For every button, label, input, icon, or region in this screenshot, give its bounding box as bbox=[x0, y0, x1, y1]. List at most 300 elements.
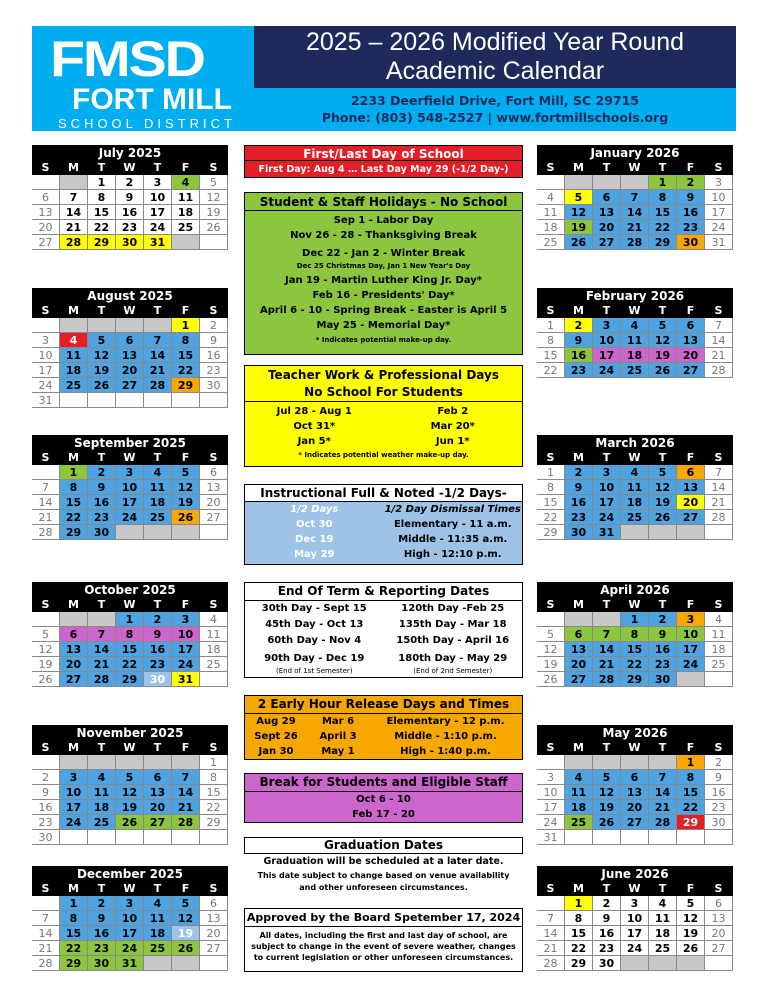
calendar-day: 6 bbox=[677, 465, 705, 480]
calendar-day: 19 bbox=[677, 926, 705, 941]
empty-day bbox=[144, 393, 172, 408]
empty-day bbox=[32, 318, 60, 333]
day-header: T bbox=[88, 451, 116, 465]
calendar-day: 10 bbox=[32, 348, 60, 363]
calendar-day: 8 bbox=[677, 770, 705, 785]
calendar-day: 16 bbox=[649, 642, 677, 657]
calendar-day: 3 bbox=[116, 465, 144, 480]
calendar-day: 16 bbox=[200, 348, 228, 363]
calendar-day: 20 bbox=[200, 926, 228, 941]
calendar-day: 3 bbox=[593, 465, 621, 480]
calendar-day: 23 bbox=[116, 220, 144, 235]
day-header: T bbox=[144, 304, 172, 318]
calendar-day: 5 bbox=[677, 896, 705, 911]
teacher-row bbox=[245, 404, 522, 419]
calendar-day: 16 bbox=[32, 800, 60, 815]
logo-subtitle: SCHOOL DISTRICT bbox=[58, 116, 236, 131]
calendar-day: 20 bbox=[116, 363, 144, 378]
empty-day bbox=[705, 830, 733, 845]
month-title: February 2026 bbox=[537, 288, 733, 304]
calendar-day: 17 bbox=[116, 926, 144, 941]
calendar-day: 8 bbox=[88, 190, 116, 205]
empty-day bbox=[565, 612, 593, 627]
calendar-day: 2 bbox=[705, 755, 733, 770]
break-title: Break for Students and Eligible Staff bbox=[245, 774, 522, 792]
calendar-day: 27 bbox=[677, 363, 705, 378]
empty-day bbox=[200, 235, 228, 250]
month-october-2025 bbox=[32, 582, 228, 687]
calendar-day: 18 bbox=[144, 926, 172, 941]
month-title: June 2026 bbox=[537, 866, 733, 882]
day-header: T bbox=[649, 741, 677, 755]
half-day-date: Oct 30 bbox=[295, 519, 333, 530]
calendar-day: 24 bbox=[172, 657, 200, 672]
month-grid bbox=[32, 741, 228, 845]
empty-day bbox=[649, 830, 677, 845]
day-header: F bbox=[677, 304, 705, 318]
calendar-day: 22 bbox=[537, 363, 565, 378]
calendar-day: 9 bbox=[32, 785, 60, 800]
calendar-day: 6 bbox=[32, 190, 60, 205]
empty-day bbox=[593, 830, 621, 845]
calendar-day: 20 bbox=[705, 926, 733, 941]
calendar-day: 1 bbox=[565, 896, 593, 911]
calendar-day: 12 bbox=[565, 205, 593, 220]
term-date: 120th Day -Feb 25 bbox=[401, 603, 505, 614]
calendar-day: 28 bbox=[705, 510, 733, 525]
empty-day bbox=[649, 956, 677, 971]
calendar-day: 28 bbox=[60, 235, 88, 250]
graduation-line: This date subject to change based on venue availability bbox=[257, 871, 510, 880]
empty-day bbox=[172, 525, 200, 540]
day-header: S bbox=[537, 304, 565, 318]
graduation-line: Graduation will be scheduled at a later date. bbox=[263, 856, 504, 867]
calendar-day: 17 bbox=[144, 205, 172, 220]
dismissal-time: Elementary - 11 a.m. bbox=[393, 519, 512, 530]
month-august-2025 bbox=[32, 288, 228, 408]
day-header: T bbox=[593, 451, 621, 465]
early-release-section bbox=[244, 695, 523, 760]
empty-day bbox=[705, 525, 733, 540]
calendar-day: 3 bbox=[677, 612, 705, 627]
day-header: T bbox=[649, 882, 677, 896]
calendar-day: 28 bbox=[32, 956, 60, 971]
calendar-day: 8 bbox=[649, 190, 677, 205]
calendar-day: 15 bbox=[565, 926, 593, 941]
teacher-date: Jul 28 - Aug 1 bbox=[276, 406, 352, 417]
calendar-day: 23 bbox=[649, 657, 677, 672]
calendar-day: 13 bbox=[200, 480, 228, 495]
day-header: T bbox=[144, 451, 172, 465]
calendar-day: 10 bbox=[537, 785, 565, 800]
day-header: S bbox=[705, 882, 733, 896]
calendar-day: 9 bbox=[565, 333, 593, 348]
calendar-day: 8 bbox=[537, 333, 565, 348]
approval-title: Approved by the Board Spetember 17, 2024 bbox=[245, 909, 522, 927]
calendar-day: 19 bbox=[537, 657, 565, 672]
teacher-date: Oct 31* bbox=[293, 421, 336, 432]
calendar-day: 30 bbox=[649, 672, 677, 687]
day-header: W bbox=[116, 451, 144, 465]
calendar-day: 5 bbox=[565, 190, 593, 205]
empty-day bbox=[200, 672, 228, 687]
empty-day bbox=[621, 830, 649, 845]
calendar-day: 4 bbox=[200, 612, 228, 627]
day-header: T bbox=[593, 161, 621, 175]
calendar-day: 7 bbox=[32, 480, 60, 495]
calendar-day: 25 bbox=[705, 657, 733, 672]
calendar-day: 21 bbox=[705, 495, 733, 510]
dismissal-time: High - 12:10 p.m. bbox=[403, 549, 502, 560]
calendar-day: 16 bbox=[144, 642, 172, 657]
calendar-day: 25 bbox=[537, 235, 565, 250]
calendar-day: 30 bbox=[565, 525, 593, 540]
calendar-day: 19 bbox=[593, 800, 621, 815]
approval-text: All dates, including the first and last day of school, are subject to change in the event of severe weather, changes to current legislation or other unforeseen circumstances. bbox=[251, 931, 516, 962]
term-date: 90th Day - Dec 19 bbox=[264, 653, 365, 664]
calendar-day: 10 bbox=[621, 911, 649, 926]
calendar-day: 19 bbox=[32, 657, 60, 672]
calendar-day: 24 bbox=[621, 941, 649, 956]
calendar-day: 14 bbox=[621, 205, 649, 220]
calendar-day: 18 bbox=[537, 220, 565, 235]
calendar-day: 26 bbox=[593, 815, 621, 830]
calendar-day: 11 bbox=[144, 480, 172, 495]
calendar-day: 26 bbox=[649, 510, 677, 525]
calendar-day: 25 bbox=[144, 941, 172, 956]
calendar-day: 20 bbox=[144, 800, 172, 815]
calendar-day: 2 bbox=[565, 465, 593, 480]
calendar-day: 9 bbox=[593, 911, 621, 926]
day-header: F bbox=[172, 451, 200, 465]
empty-day bbox=[172, 830, 200, 845]
empty-day bbox=[116, 830, 144, 845]
break-section bbox=[244, 773, 523, 823]
calendar-day: 26 bbox=[32, 672, 60, 687]
day-header: T bbox=[593, 882, 621, 896]
calendar-day: 24 bbox=[60, 815, 88, 830]
day-header: W bbox=[116, 741, 144, 755]
month-title: April 2026 bbox=[537, 582, 733, 598]
calendar-day: 14 bbox=[172, 785, 200, 800]
early-date: May 1 bbox=[321, 746, 355, 757]
calendar-day: 9 bbox=[200, 333, 228, 348]
calendar-day: 13 bbox=[621, 785, 649, 800]
calendar-day: 21 bbox=[537, 941, 565, 956]
calendar-day: 22 bbox=[172, 363, 200, 378]
calendar-day: 4 bbox=[621, 318, 649, 333]
day-header: S bbox=[32, 304, 60, 318]
calendar-day: 29 bbox=[60, 956, 88, 971]
calendar-day: 29 bbox=[172, 378, 200, 393]
empty-day bbox=[32, 896, 60, 911]
calendar-day: 21 bbox=[649, 800, 677, 815]
calendar-day: 27 bbox=[565, 672, 593, 687]
empty-day bbox=[32, 612, 60, 627]
calendar-day: 9 bbox=[677, 190, 705, 205]
calendar-day: 29 bbox=[677, 815, 705, 830]
calendar-day: 13 bbox=[565, 642, 593, 657]
calendar-day: 23 bbox=[88, 941, 116, 956]
calendar-day: 30 bbox=[88, 525, 116, 540]
day-header: M bbox=[565, 304, 593, 318]
day-header: S bbox=[32, 882, 60, 896]
month-grid bbox=[32, 882, 228, 971]
calendar-day: 6 bbox=[705, 896, 733, 911]
early-time: Middle - 1:10 p.m. bbox=[394, 731, 497, 742]
calendar-day: 21 bbox=[172, 800, 200, 815]
calendar-day: 1 bbox=[677, 755, 705, 770]
calendar-day: 8 bbox=[565, 911, 593, 926]
day-header: M bbox=[60, 451, 88, 465]
holiday-item: April 6 - 10 - Spring Break - Easter is April 5 bbox=[259, 305, 508, 316]
calendar-day: 2 bbox=[88, 465, 116, 480]
day-header: S bbox=[705, 304, 733, 318]
teacher-note: * Indicates potential weather make-up day. bbox=[298, 451, 469, 459]
graduation-section bbox=[244, 837, 523, 895]
calendar-day: 4 bbox=[565, 770, 593, 785]
day-header: S bbox=[200, 451, 228, 465]
early-date: Sept 26 bbox=[254, 731, 298, 742]
calendar-day: 13 bbox=[32, 205, 60, 220]
early-release-row bbox=[245, 714, 522, 729]
calendar-day: 11 bbox=[60, 348, 88, 363]
day-header: T bbox=[649, 598, 677, 612]
calendar-day: 31 bbox=[32, 393, 60, 408]
month-grid bbox=[537, 882, 733, 971]
calendar-day: 6 bbox=[200, 465, 228, 480]
calendar-day: 4 bbox=[649, 896, 677, 911]
calendar-day: 11 bbox=[649, 911, 677, 926]
day-header: T bbox=[593, 304, 621, 318]
calendar-day: 12 bbox=[537, 642, 565, 657]
calendar-day: 29 bbox=[88, 235, 116, 250]
calendar-day: 14 bbox=[32, 495, 60, 510]
empty-day bbox=[565, 175, 593, 190]
calendar-day: 21 bbox=[88, 657, 116, 672]
calendar-day: 26 bbox=[116, 815, 144, 830]
holidays-title: Student & Staff Holidays - No School bbox=[245, 193, 522, 211]
teacher-work-days-section bbox=[244, 365, 523, 467]
calendar-day: 11 bbox=[88, 785, 116, 800]
calendar-day: 3 bbox=[705, 175, 733, 190]
calendar-day: 26 bbox=[88, 378, 116, 393]
calendar-day: 22 bbox=[88, 220, 116, 235]
term-date: 135th Day - Mar 18 bbox=[398, 619, 507, 630]
calendar-day: 26 bbox=[200, 220, 228, 235]
calendar-day: 6 bbox=[60, 627, 88, 642]
calendar-day: 28 bbox=[32, 525, 60, 540]
early-date: Aug 29 bbox=[256, 716, 296, 727]
contact-info bbox=[254, 88, 736, 131]
month-grid bbox=[537, 598, 733, 687]
day-header: S bbox=[705, 451, 733, 465]
empty-day bbox=[32, 465, 60, 480]
calendar-day: 30 bbox=[116, 235, 144, 250]
month-grid bbox=[537, 451, 733, 540]
calendar-day: 17 bbox=[593, 495, 621, 510]
calendar-day: 27 bbox=[593, 235, 621, 250]
calendar-day: 16 bbox=[88, 495, 116, 510]
calendar-day: 7 bbox=[705, 318, 733, 333]
day-header: T bbox=[144, 161, 172, 175]
calendar-day: 2 bbox=[593, 896, 621, 911]
calendar-day: 21 bbox=[32, 510, 60, 525]
empty-day bbox=[88, 612, 116, 627]
calendar-day: 20 bbox=[60, 657, 88, 672]
calendar-day: 25 bbox=[621, 363, 649, 378]
holiday-item: Dec 22 - Jan 2 - Winter Break bbox=[302, 248, 465, 259]
calendar-day: 28 bbox=[88, 672, 116, 687]
calendar-day: 12 bbox=[172, 911, 200, 926]
empty-day bbox=[593, 175, 621, 190]
empty-day bbox=[60, 393, 88, 408]
day-header: W bbox=[116, 304, 144, 318]
calendar-day: 28 bbox=[172, 815, 200, 830]
empty-day bbox=[172, 956, 200, 971]
term-note: (End of 2nd Semester) bbox=[413, 667, 493, 675]
empty-day bbox=[60, 830, 88, 845]
instructional-section bbox=[244, 484, 523, 565]
calendar-day: 10 bbox=[593, 333, 621, 348]
calendar-day: 11 bbox=[200, 627, 228, 642]
calendar-day: 16 bbox=[593, 926, 621, 941]
empty-day bbox=[649, 755, 677, 770]
half-day-date: Dec 19 bbox=[295, 534, 334, 545]
day-header: W bbox=[621, 304, 649, 318]
month-grid bbox=[32, 161, 228, 250]
calendar-day: 7 bbox=[705, 465, 733, 480]
calendar-day: 27 bbox=[144, 815, 172, 830]
calendar-day: 15 bbox=[88, 205, 116, 220]
month-grid bbox=[32, 451, 228, 540]
calendar-day: 23 bbox=[200, 363, 228, 378]
calendar-day: 7 bbox=[537, 911, 565, 926]
day-header: F bbox=[677, 882, 705, 896]
calendar-day: 13 bbox=[60, 642, 88, 657]
day-header: S bbox=[200, 161, 228, 175]
day-header: T bbox=[649, 161, 677, 175]
calendar-day: 28 bbox=[537, 956, 565, 971]
empty-day bbox=[88, 318, 116, 333]
day-header: F bbox=[677, 598, 705, 612]
month-title: March 2026 bbox=[537, 435, 733, 451]
early-date: April 3 bbox=[319, 731, 357, 742]
calendar-day: 21 bbox=[621, 220, 649, 235]
dismissal-time: Middle - 11:35 a.m. bbox=[398, 534, 508, 545]
empty-day bbox=[144, 525, 172, 540]
calendar-day: 27 bbox=[32, 235, 60, 250]
day-header: M bbox=[565, 161, 593, 175]
month-february-2026 bbox=[537, 288, 733, 378]
early-date: Jan 30 bbox=[258, 746, 294, 757]
early-release-row bbox=[245, 729, 522, 744]
day-header: T bbox=[88, 882, 116, 896]
calendar-day: 25 bbox=[621, 510, 649, 525]
empty-day bbox=[116, 525, 144, 540]
winter-break-note: Dec 25 Christmas Day, Jan 1 New Year's Day bbox=[296, 262, 471, 270]
calendar-day: 19 bbox=[200, 205, 228, 220]
calendar-day: 6 bbox=[565, 627, 593, 642]
calendar-day: 30 bbox=[705, 815, 733, 830]
calendar-day: 19 bbox=[565, 220, 593, 235]
calendar-day: 31 bbox=[705, 235, 733, 250]
month-november-2025 bbox=[32, 725, 228, 845]
calendar-day: 30 bbox=[200, 378, 228, 393]
day-header: F bbox=[677, 741, 705, 755]
calendar-day: 9 bbox=[88, 911, 116, 926]
day-header: M bbox=[60, 598, 88, 612]
calendar-day: 8 bbox=[621, 627, 649, 642]
calendar-day: 5 bbox=[32, 627, 60, 642]
calendar-day: 31 bbox=[172, 672, 200, 687]
calendar-day: 25 bbox=[144, 510, 172, 525]
calendar-day: 10 bbox=[144, 190, 172, 205]
calendar-day: 11 bbox=[172, 190, 200, 205]
calendar-day: 18 bbox=[621, 348, 649, 363]
calendar-day: 19 bbox=[116, 800, 144, 815]
day-header: W bbox=[116, 161, 144, 175]
calendar-day: 9 bbox=[88, 480, 116, 495]
calendar-day: 21 bbox=[705, 348, 733, 363]
empty-day bbox=[200, 956, 228, 971]
month-title: November 2025 bbox=[32, 725, 228, 741]
calendar-day: 12 bbox=[32, 642, 60, 657]
day-header: F bbox=[172, 161, 200, 175]
calendar-day: 23 bbox=[144, 657, 172, 672]
day-header: F bbox=[172, 598, 200, 612]
month-title: January 2026 bbox=[537, 145, 733, 161]
calendar-day: 18 bbox=[649, 926, 677, 941]
month-may-2026 bbox=[537, 725, 733, 845]
day-header: M bbox=[60, 741, 88, 755]
calendar-day: 20 bbox=[32, 220, 60, 235]
teacher-row bbox=[245, 419, 522, 434]
day-header: S bbox=[537, 741, 565, 755]
calendar-day: 21 bbox=[593, 657, 621, 672]
calendar-day: 24 bbox=[116, 941, 144, 956]
calendar-day: 23 bbox=[593, 941, 621, 956]
teacher-date: Mar 20* bbox=[430, 421, 475, 432]
calendar-day: 16 bbox=[677, 205, 705, 220]
day-header: M bbox=[60, 882, 88, 896]
day-header: T bbox=[144, 882, 172, 896]
calendar-day: 15 bbox=[649, 205, 677, 220]
month-january-2026 bbox=[537, 145, 733, 250]
calendar-day: 28 bbox=[144, 378, 172, 393]
day-header: M bbox=[565, 451, 593, 465]
calendar-day: 3 bbox=[60, 770, 88, 785]
calendar-day: 26 bbox=[537, 672, 565, 687]
calendar-day: 15 bbox=[60, 495, 88, 510]
day-header: S bbox=[32, 598, 60, 612]
calendar-day: 3 bbox=[172, 612, 200, 627]
calendar-day: 29 bbox=[649, 235, 677, 250]
calendar-day: 10 bbox=[172, 627, 200, 642]
empty-day bbox=[705, 956, 733, 971]
day-header: W bbox=[621, 598, 649, 612]
holidays-note: * Indicates potential make-up day. bbox=[315, 336, 452, 344]
calendar-day: 27 bbox=[60, 672, 88, 687]
calendar-day: 8 bbox=[116, 627, 144, 642]
empty-day bbox=[88, 755, 116, 770]
term-row bbox=[245, 601, 522, 617]
early-time: Elementary - 12 p.m. bbox=[386, 716, 505, 727]
calendar-header bbox=[32, 26, 736, 131]
calendar-day: 13 bbox=[593, 205, 621, 220]
empty-day bbox=[88, 393, 116, 408]
calendar-day: 10 bbox=[116, 480, 144, 495]
